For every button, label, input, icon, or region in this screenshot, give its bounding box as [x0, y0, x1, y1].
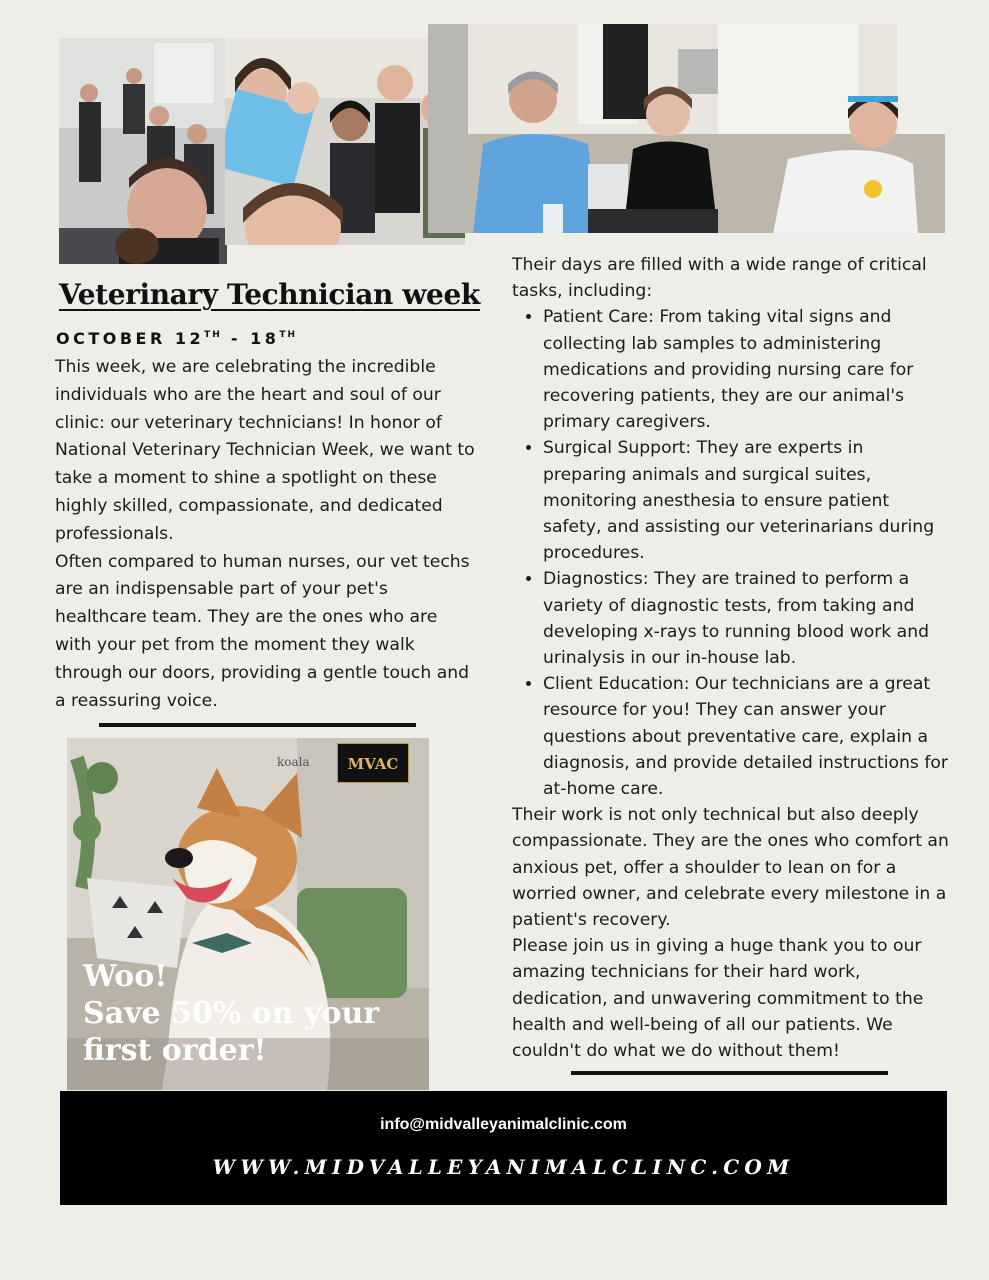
mvac-logo: MVAC: [337, 743, 409, 783]
list-item: • Client Education: Our technicians are a great resource for you! They can answer your questions about preventative care, explain a diagnosis, and provide detailed instructions for at-home care.: [543, 671, 950, 802]
koala-promo-ad[interactable]: [67, 738, 429, 1090]
list-item: • Diagnostics: They are trained to perform a variety of diagnostic tests, from taking and developing x-rays to running blood work and urinalysis in our in-house lab.: [543, 566, 950, 671]
divider-left: [99, 723, 416, 727]
footer-bar: [60, 1091, 947, 1205]
tasks-intro: Their days are filled with a wide range of critical tasks, including:: [512, 255, 927, 302]
ad-line-2: Save 50% on your: [83, 996, 380, 1031]
compassion-paragraph: Their work is not only technical but also deeply compassionate. They are the ones who comfort an anxious pet, offer a shoulder to lean on for a worried owner, and celebrate every milestone in a patient's recovery.: [512, 805, 949, 931]
technicians-desk-photo: [428, 24, 945, 233]
ad-line-3: first order!: [83, 1033, 267, 1068]
dates-start: OCTOBER 12: [56, 329, 205, 348]
left-column-text: [55, 354, 475, 715]
dates-end-suffix: TH: [279, 330, 298, 340]
page-title: Veterinary Technician week: [59, 278, 480, 311]
list-item: • Patient Care: From taking vital signs and collecting lab samples to administering medications and providing nursing care for recovering patients, they are our animal's primary caregivers.: [543, 304, 950, 435]
contact-email-link[interactable]: info@midvalleyanimalclinic.com: [380, 1116, 627, 1133]
tasks-list: [512, 304, 950, 802]
divider-right: [571, 1071, 888, 1075]
dates-separator: - 18: [221, 329, 280, 348]
ad-headline: [83, 958, 423, 1069]
koala-brand: koala: [277, 755, 310, 769]
nurses-paragraph: Often compared to human nurses, our vet techs are an indispensable part of your pet's healthcare team. They are the ones who are with your pet from the moment they walk through our doors, providing a gentle touch and a reassuring voice.: [55, 551, 470, 711]
ad-line-1: Woo!: [83, 959, 168, 994]
group-photo-puppies: [59, 38, 227, 264]
dates-start-suffix: TH: [204, 330, 222, 340]
website-link[interactable]: WWW.MIDVALLEYANIMALCLINC.COM: [212, 1155, 795, 1179]
right-column-text: [512, 252, 950, 1064]
event-dates: [56, 329, 297, 348]
list-item: • Surgical Support: They are experts in preparing animals and surgical suites, monitoring anesthesia to ensure patient safety, and assisting our veterinarians during procedures.: [543, 435, 950, 566]
intro-paragraph: This week, we are celebrating the incredible individuals who are the heart and soul of our clinic: our veterinary technicians! In honor of National Veterinary Technician Week, we want to take a moment to shine a spotlight on these highly skilled, compassionate, and dedicated professionals.: [55, 357, 475, 544]
thanks-paragraph: Please join us in giving a huge thank you to our amazing technicians for their hard work, dedication, and unwavering commitment to the health and well-being of all our patients. We couldn't do what we do without them!: [512, 936, 924, 1062]
